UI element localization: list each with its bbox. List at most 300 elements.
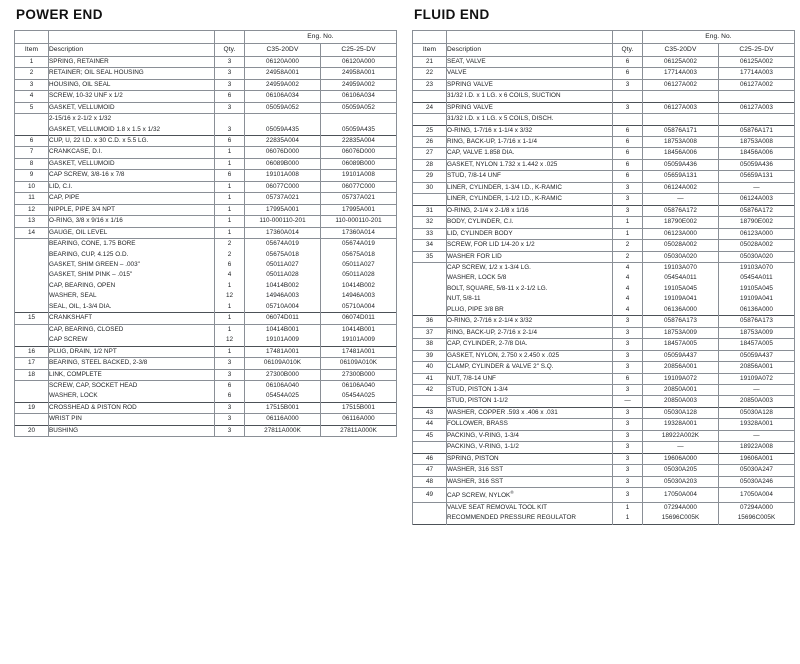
cell-description: CAP SCREW	[49, 335, 215, 346]
table-row	[413, 430, 795, 441]
cell-description: SCREW, FOR LID 1/4-20 x 1/2	[447, 240, 613, 251]
fluid-end-table-head	[413, 30, 795, 56]
cell-description: GASKET, VELLUMOID	[49, 158, 215, 169]
cell-eng-2: 06076D000	[321, 147, 397, 158]
cell-item	[413, 273, 447, 283]
cell-item: 26	[413, 137, 447, 148]
cell-item: 23	[413, 79, 447, 90]
cell-description: NIPPLE, PIPE 3/4 NPT	[49, 204, 215, 215]
cell-eng-1: 06116A000	[245, 414, 321, 425]
cell-description: GASKET, NYLON 1.732 x 1.442 x .025	[447, 159, 613, 170]
cell-qty: 1	[215, 346, 245, 357]
power-end-title: POWER END	[16, 7, 103, 22]
cell-eng-1: 19606A000	[643, 453, 719, 464]
cell-eng-1: —	[643, 194, 719, 205]
cell-item	[15, 391, 49, 402]
cell-qty: 6	[215, 136, 245, 147]
cell-description: NUT, 7/8-14 UNF	[447, 373, 613, 384]
cell-eng-2: 27811A000K	[321, 425, 397, 436]
cell-description: BEARING, STEEL BACKED, 2-3/8	[49, 358, 215, 369]
cell-eng-1: 17481A001	[245, 346, 321, 357]
cell-eng-1: 06109A010K	[245, 358, 321, 369]
header-eng-c35-20dv: C35-20DV	[643, 43, 719, 56]
cell-description: RECOMMENDED PRESSURE REGULATOR	[447, 513, 613, 524]
cell-eng-1: 06074D011	[245, 313, 321, 324]
cell-qty: 3	[215, 414, 245, 425]
cell-item: 19	[15, 402, 49, 413]
cell-qty: 3	[613, 205, 643, 216]
cell-item: 29	[413, 171, 447, 182]
cell-qty: 3	[613, 194, 643, 205]
cell-eng-2: 17995A001	[321, 204, 397, 215]
cell-description: STUD, 7/8-14 UNF	[447, 171, 613, 182]
cell-eng-1: 06077C000	[245, 181, 321, 192]
cell-qty: 1	[613, 502, 643, 513]
cell-eng-2: 05059A435	[321, 125, 397, 136]
table-row	[15, 335, 397, 346]
cell-item: 35	[413, 251, 447, 262]
cell-eng-2: 06125A002	[719, 56, 795, 67]
table-row	[15, 136, 397, 147]
cell-item	[15, 380, 49, 391]
table-row	[15, 369, 397, 380]
cell-eng-2: 05030A020	[719, 251, 795, 262]
cell-item: 12	[15, 204, 49, 215]
panel-fluid-end	[404, 8, 794, 660]
cell-qty: 3	[613, 327, 643, 338]
cell-qty: 6	[613, 171, 643, 182]
cell-description: BUSHING	[49, 425, 215, 436]
cell-item	[15, 324, 49, 335]
cell-description: SPRING, RETAINER	[49, 56, 215, 67]
header-qty: Qty.	[613, 43, 643, 56]
cell-eng-2: 05675A018	[321, 250, 397, 260]
cell-qty: 1	[215, 227, 245, 238]
table-row	[15, 114, 397, 125]
cell-description: SPRING VALVE	[447, 79, 613, 90]
header-description: Description	[447, 43, 613, 56]
table-row	[413, 396, 795, 407]
cell-qty: 6	[613, 137, 643, 148]
cell-qty: —	[613, 396, 643, 407]
cell-description: CAP SCREW, 1/2 x 1-3/4 LG.	[447, 263, 613, 274]
cell-qty: 3	[613, 419, 643, 430]
cell-eng-1: 06106A034	[245, 91, 321, 102]
table-row	[15, 281, 397, 291]
cell-qty: 2	[613, 240, 643, 251]
cell-eng-2: 19606A001	[719, 453, 795, 464]
cell-eng-1: 06123A000	[643, 228, 719, 239]
cell-qty	[613, 114, 643, 125]
cell-description: O-RING, 3/8 x 9/16 x 1/16	[49, 216, 215, 227]
cell-qty: 3	[613, 407, 643, 418]
header-item: Item	[413, 43, 447, 56]
cell-item: 9	[15, 170, 49, 181]
cell-qty: 3	[613, 182, 643, 193]
cell-qty: 4	[215, 270, 245, 280]
cell-description: BOLT, SQUARE, 5/8-11 x 2-1/2 LG.	[447, 284, 613, 294]
table-row	[15, 402, 397, 413]
cell-eng-1: 05876A172	[643, 205, 719, 216]
table-row	[15, 125, 397, 136]
cell-qty: 3	[613, 384, 643, 395]
cell-eng-1	[245, 114, 321, 125]
cell-description: WASHER, LOCK 5/8	[447, 273, 613, 283]
table-row	[413, 350, 795, 361]
table-row	[15, 324, 397, 335]
cell-eng-2: 05059A436	[719, 159, 795, 170]
cell-description: WASHER FOR LID	[447, 251, 613, 262]
cell-eng-2: 06089B000	[321, 158, 397, 169]
header-spacer-item	[15, 30, 49, 43]
cell-description: BODY, CYLINDER, C.I.	[447, 217, 613, 228]
header-description: Description	[49, 43, 215, 56]
panel-power-end	[6, 8, 396, 660]
cell-qty: 3	[215, 369, 245, 380]
cell-item: 15	[15, 313, 49, 324]
cell-qty: 4	[613, 284, 643, 294]
cell-eng-2: 06109A010K	[321, 358, 397, 369]
cell-description: STUD, PISTON 1-3/4	[447, 384, 613, 395]
cell-qty: 1	[215, 281, 245, 291]
cell-qty: 1	[215, 324, 245, 335]
cell-eng-1: 19101A008	[245, 170, 321, 181]
cell-description: CAP, BEARING, CLOSED	[49, 324, 215, 335]
cell-eng-1: 18457A005	[643, 339, 719, 350]
cell-eng-2: 06074D011	[321, 313, 397, 324]
header-spacer-desc	[49, 30, 215, 43]
header-item: Item	[15, 43, 49, 56]
cell-qty: 3	[215, 125, 245, 136]
table-row	[413, 217, 795, 228]
cell-item: 41	[413, 373, 447, 384]
cell-description: SPRING, PISTON	[447, 453, 613, 464]
table-row	[15, 56, 397, 67]
cell-qty: 4	[613, 305, 643, 316]
table-row	[413, 476, 795, 487]
cell-eng-2: 10414B001	[321, 324, 397, 335]
cell-item: 10	[15, 181, 49, 192]
cell-eng-2: 17360A014	[321, 227, 397, 238]
cell-qty: 1	[215, 204, 245, 215]
cell-eng-2: —	[719, 182, 795, 193]
cell-description: O-RING, 2-1/4 x 2-1/8 x 1/16	[447, 205, 613, 216]
cell-eng-1: 18753A009	[643, 327, 719, 338]
cell-item	[15, 125, 49, 136]
cell-eng-2: 05876A173	[719, 316, 795, 327]
cell-item	[413, 284, 447, 294]
cell-eng-1: 24959A002	[245, 79, 321, 90]
cell-description: CAP, BEARING, OPEN	[49, 281, 215, 291]
cell-description: SPRING VALVE	[447, 102, 613, 113]
cell-eng-2: 05876A171	[719, 125, 795, 136]
cell-qty: 6	[613, 68, 643, 79]
cell-qty: 1	[613, 217, 643, 228]
cell-qty: 3	[613, 339, 643, 350]
table-row	[15, 414, 397, 425]
cell-eng-1: 06076D000	[245, 147, 321, 158]
cell-item: 7	[15, 147, 49, 158]
cell-item: 32	[413, 217, 447, 228]
header-spacer-qty	[613, 30, 643, 43]
cell-eng-2: 10414B002	[321, 281, 397, 291]
cell-item: 40	[413, 362, 447, 373]
table-row	[15, 250, 397, 260]
cell-eng-2: 18790E002	[719, 217, 795, 228]
cell-qty: 4	[613, 273, 643, 283]
cell-qty: 3	[613, 476, 643, 487]
cell-eng-1: 05876A173	[643, 316, 719, 327]
cell-qty: 6	[215, 391, 245, 402]
table-row	[413, 171, 795, 182]
cell-eng-2: 20856A001	[719, 362, 795, 373]
table-row	[413, 182, 795, 193]
cell-item: 48	[413, 476, 447, 487]
cell-qty: 6	[215, 260, 245, 270]
cell-eng-1: 05454A011	[643, 273, 719, 283]
cell-eng-2: 05059A437	[719, 350, 795, 361]
cell-eng-2: 05674A019	[321, 239, 397, 250]
table-row	[413, 419, 795, 430]
table-row	[15, 313, 397, 324]
table-row	[413, 148, 795, 159]
table-row	[15, 204, 397, 215]
cell-eng-2: 14946A003	[321, 291, 397, 301]
cell-eng-2: 17050A004	[719, 488, 795, 503]
header-eng-c25-25-dv: C25-25-DV	[321, 43, 397, 56]
cell-eng-1: 10414B002	[245, 281, 321, 291]
cell-qty: 2	[215, 250, 245, 260]
cell-description: WASHER, LOCK	[49, 391, 215, 402]
table-row	[413, 91, 795, 102]
cell-eng-2: 06106A040	[321, 380, 397, 391]
cell-qty: 3	[613, 442, 643, 453]
cell-eng-1: 06125A002	[643, 56, 719, 67]
cell-item	[413, 194, 447, 205]
cell-eng-1: 06127A002	[643, 79, 719, 90]
cell-eng-1: 15696C005K	[643, 513, 719, 524]
table-row	[413, 339, 795, 350]
table-row	[413, 159, 795, 170]
cell-qty: 1	[215, 302, 245, 313]
cell-item: 28	[413, 159, 447, 170]
cell-item: 17	[15, 358, 49, 369]
cell-item: 1	[15, 56, 49, 67]
cell-eng-1: 05011A028	[245, 270, 321, 280]
table-row	[15, 170, 397, 181]
cell-qty: 12	[215, 291, 245, 301]
cell-eng-1: 17995A001	[245, 204, 321, 215]
cell-eng-2: 110-000110-201	[321, 216, 397, 227]
cell-item: 30	[413, 182, 447, 193]
cell-eng-2: 06124A003	[719, 194, 795, 205]
cell-eng-1: 05737A021	[245, 193, 321, 204]
cell-qty: 3	[613, 350, 643, 361]
header-eng-c35-20dv: C35-20DV	[245, 43, 321, 56]
cell-item: 27	[413, 148, 447, 159]
cell-eng-2: 06106A034	[321, 91, 397, 102]
cell-eng-2	[719, 114, 795, 125]
cell-item: 5	[15, 102, 49, 113]
cell-item	[15, 414, 49, 425]
cell-description: RETAINER; OIL SEAL HOUSING	[49, 68, 215, 79]
cell-qty: 1	[613, 228, 643, 239]
table-row	[413, 294, 795, 304]
cell-qty: 6	[215, 170, 245, 181]
cell-description: LID, C.I.	[49, 181, 215, 192]
table-row	[413, 240, 795, 251]
cell-description: WRIST PIN	[49, 414, 215, 425]
cell-item: 13	[15, 216, 49, 227]
cell-eng-2: 24959A002	[321, 79, 397, 90]
cell-qty: 3	[613, 430, 643, 441]
cell-description: STUD, PISTON 1-1/2	[447, 396, 613, 407]
cell-qty: 3	[613, 465, 643, 476]
table-row	[413, 273, 795, 283]
cell-qty: 6	[613, 56, 643, 67]
power-end-table-body	[15, 56, 397, 436]
table-row	[413, 284, 795, 294]
cell-qty: 3	[215, 56, 245, 67]
cell-item: 2	[15, 68, 49, 79]
cell-eng-2: 06116A000	[321, 414, 397, 425]
header-eng-c25-25-dv: C25-25-DV	[719, 43, 795, 56]
cell-eng-2: 18456A006	[719, 148, 795, 159]
fluid-end-table	[412, 30, 795, 525]
cell-description: CAP SCREW, NYLOK®	[447, 488, 613, 503]
power-end-table-head	[15, 30, 397, 56]
cell-qty: 12	[215, 335, 245, 346]
cell-qty: 1	[215, 147, 245, 158]
cell-item: 39	[413, 350, 447, 361]
cell-eng-1	[643, 114, 719, 125]
table-row	[413, 125, 795, 136]
cell-eng-2: 05011A027	[321, 260, 397, 270]
cell-item: 8	[15, 158, 49, 169]
cell-item	[413, 294, 447, 304]
cell-item: 49	[413, 488, 447, 503]
cell-description: VALVE SEAT REMOVAL TOOL KIT	[447, 502, 613, 513]
cell-item: 22	[413, 68, 447, 79]
cell-item: 14	[15, 227, 49, 238]
cell-description: CRANKSHAFT	[49, 313, 215, 324]
cell-item: 16	[15, 346, 49, 357]
cell-qty: 3	[215, 425, 245, 436]
cell-eng-2: 17481A001	[321, 346, 397, 357]
cell-item: 25	[413, 125, 447, 136]
cell-description: 31/32 I.D. x 1 LG. x 5 COILS, DISCH.	[447, 114, 613, 125]
cell-item: 46	[413, 453, 447, 464]
table-row	[15, 391, 397, 402]
table-row	[15, 425, 397, 436]
cell-qty: 3	[215, 402, 245, 413]
cell-item: 24	[413, 102, 447, 113]
table-row	[413, 442, 795, 453]
cell-qty: 1	[613, 513, 643, 524]
table-row	[413, 102, 795, 113]
cell-eng-1: 20856A001	[643, 362, 719, 373]
table-row	[413, 205, 795, 216]
table-row	[15, 68, 397, 79]
cell-eng-1: 05028A002	[643, 240, 719, 251]
cell-description: GASKET, VELLUMOID 1.8 x 1.5 x 1/32	[49, 125, 215, 136]
table-row	[413, 305, 795, 316]
cell-eng-1: 19328A001	[643, 419, 719, 430]
cell-eng-1: 06136A000	[643, 305, 719, 316]
cell-item: 18	[15, 369, 49, 380]
cell-eng-1: 05454A025	[245, 391, 321, 402]
cell-eng-2: 05059A052	[321, 102, 397, 113]
cell-eng-1: 05030A128	[643, 407, 719, 418]
cell-description: CAP, CYLINDER, 2-7/8 DIA.	[447, 339, 613, 350]
cell-item: 37	[413, 327, 447, 338]
cell-eng-2: 17714A003	[719, 68, 795, 79]
cell-qty: 6	[215, 91, 245, 102]
table-row	[15, 91, 397, 102]
cell-description: LID, CYLINDER BODY	[447, 228, 613, 239]
cell-eng-2: 06127A003	[719, 102, 795, 113]
cell-qty: 3	[613, 316, 643, 327]
cell-qty: 1	[215, 158, 245, 169]
power-end-table	[14, 30, 397, 437]
cell-item	[413, 263, 447, 274]
cell-eng-2: 18753A009	[719, 327, 795, 338]
cell-eng-1: 05030A205	[643, 465, 719, 476]
cell-description: PLUG, PIPE 3/8 BR	[447, 305, 613, 316]
cell-eng-2: 19101A008	[321, 170, 397, 181]
cell-item	[413, 513, 447, 524]
cell-eng-1: 22835A004	[245, 136, 321, 147]
cell-description: VALVE	[447, 68, 613, 79]
cell-description: CROSSHEAD & PISTON ROD	[49, 402, 215, 413]
cell-qty: 1	[215, 313, 245, 324]
cell-eng-1: 07294A000	[643, 502, 719, 513]
cell-item: 31	[413, 205, 447, 216]
cell-eng-2: 05028A002	[719, 240, 795, 251]
cell-eng-1: 18753A008	[643, 137, 719, 148]
cell-item	[15, 250, 49, 260]
cell-description: WASHER, COPPER .593 x .406 x .031	[447, 407, 613, 418]
cell-description: CRANKCASE, D.I.	[49, 147, 215, 158]
cell-eng-2: 06127A002	[719, 79, 795, 90]
cell-eng-1: 18922A002K	[643, 430, 719, 441]
table-row	[413, 362, 795, 373]
table-row	[413, 56, 795, 67]
cell-description: SCREW, 10-32 UNF x 1/2	[49, 91, 215, 102]
table-row	[413, 513, 795, 524]
table-row	[413, 502, 795, 513]
cell-description: SCREW, CAP, SOCKET HEAD	[49, 380, 215, 391]
cell-eng-2: —	[719, 430, 795, 441]
table-row	[413, 228, 795, 239]
cell-eng-2: 06123A000	[719, 228, 795, 239]
table-row	[413, 251, 795, 262]
cell-eng-1: —	[643, 442, 719, 453]
cell-eng-1: 05710A004	[245, 302, 321, 313]
cell-item: 34	[413, 240, 447, 251]
cell-eng-2: 24958A001	[321, 68, 397, 79]
cell-eng-1: 14946A003	[245, 291, 321, 301]
cell-eng-1: 05011A027	[245, 260, 321, 270]
cell-eng-1: 06089B000	[245, 158, 321, 169]
cell-description: GASKET, SHIM GREEN – .003"	[49, 260, 215, 270]
table-row	[413, 465, 795, 476]
table-row	[15, 346, 397, 357]
cell-eng-2: 05030A246	[719, 476, 795, 487]
table-row	[15, 358, 397, 369]
cell-eng-1: 06120A000	[245, 56, 321, 67]
cell-eng-2: 06077C000	[321, 181, 397, 192]
